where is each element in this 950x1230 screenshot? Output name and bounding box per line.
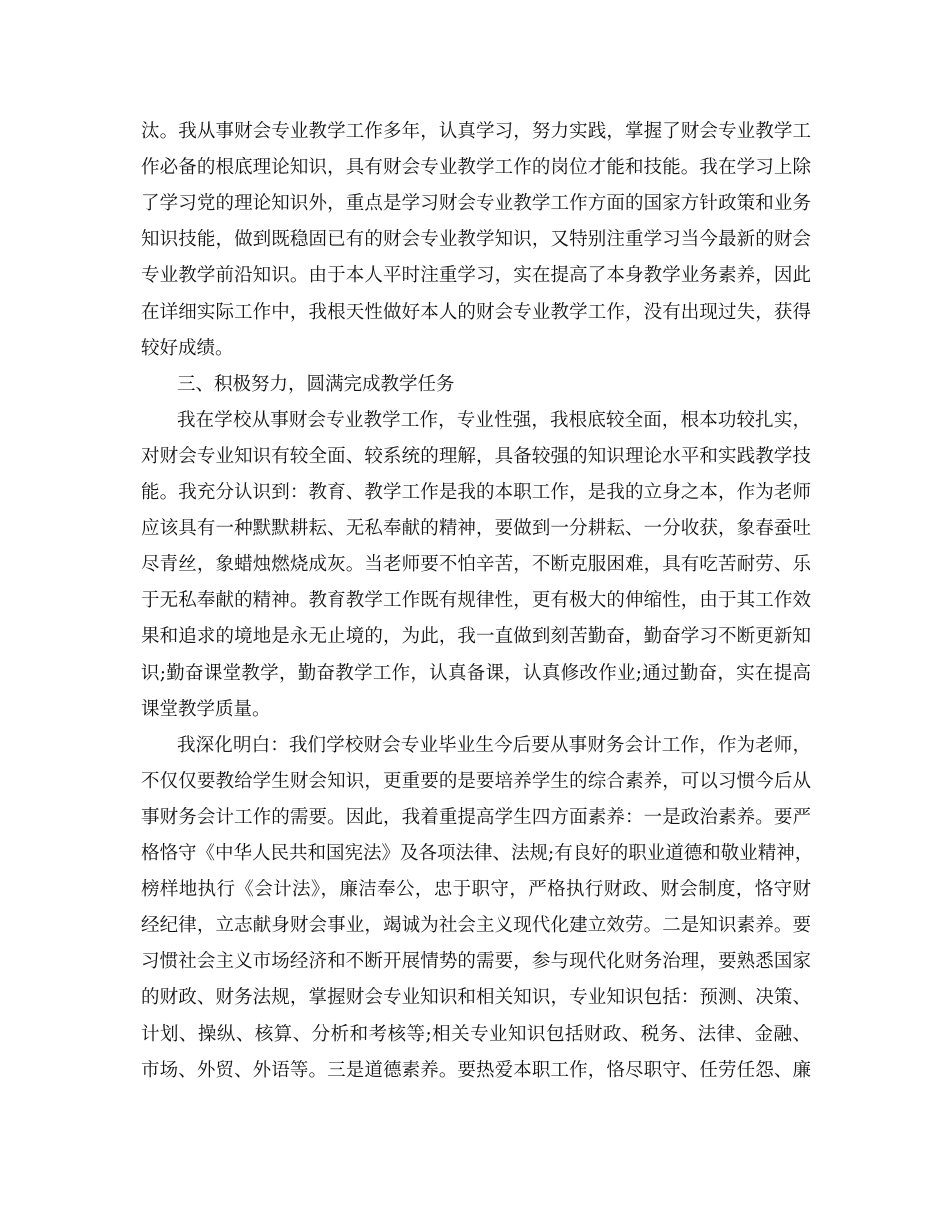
text-line: 应该具有一种默默耕耘、无私奉献的精神，要做到一分耕耘、一分收获，象春蚕吐 <box>141 518 811 540</box>
text-line: 的财政、财务法规，掌握财会专业知识和相关知识，专业知识包括：预测、决策、 <box>141 987 811 1009</box>
text-line: 能。我充分认识到：教育、教学工作是我的本职工作，是我的立身之本，作为老师 <box>141 482 811 503</box>
text-line: 经纪律，立志献身财会事业，竭诚为社会主义现代化建立效劳。二是知识素养。要 <box>141 915 811 937</box>
text-line: 榜样地执行《会计法》，廉洁奉公，忠于职守，严格执行财政、财会制度，恪守财 <box>141 879 811 901</box>
text-line: 对财会专业知识有较全面、较系统的理解，具备较强的知识理论水平和实践教学技 <box>141 445 811 467</box>
text-line: 格恪守《中华人民共和国宪法》及各项法律、法规;有良好的职业道德和敬业精神， <box>141 843 814 864</box>
text-line: 我在学校从事财会专业教学工作，专业性强，我根底较全面，根本功较扎实， <box>177 409 811 431</box>
text-line: 事财务会计工作的需要。因此，我着重提高学生四方面素养：一是政治素养。要严 <box>141 806 811 828</box>
text-line: 计划、操纵、核算、分析和考核等;相关专业知识包括财政、税务、法律、金融、 <box>141 1023 811 1045</box>
text-line: 汰。我从事财会专业教学工作多年，认真学习，努力实践，掌握了财会专业教学工 <box>141 121 811 142</box>
text-line: 三、积极努力，圆满完成教学任务 <box>177 373 455 395</box>
text-line: 习惯社会主义市场经济和不断开展情势的需要，参与现代化财务治理，要熟悉国家 <box>141 951 811 973</box>
text-line: 尽青丝，象蜡烛燃烧成灰。当老师要不怕辛苦，不断克服困难，具有吃苦耐劳、乐 <box>141 554 811 576</box>
text-line: 不仅仅要教给学生财会知识，更重要的是要培养学生的综合素养，可以习惯今后从 <box>141 770 811 792</box>
text-line: 知识技能，做到既稳固已有的财会专业教学知识，又特别注重学习当今最新的财会 <box>141 229 811 251</box>
text-line: 在详细实际工作中，我根天性做好本人的财会专业教学工作，没有出现过失，获得 <box>141 301 811 323</box>
text-line: 市场、外贸、外语等。三是道德素养。要热爱本职工作，恪尽职守、任劳任怨、廉 <box>141 1059 811 1081</box>
text-line: 专业教学前沿知识。由于本人平时注重学习，实在提高了本身教学业务素养，因此 <box>141 265 811 287</box>
text-line: 于无私奉献的精神。教育教学工作既有规律性，更有极大的伸缩性，由于其工作效 <box>141 590 811 612</box>
text-line: 果和追求的境地是永无止境的，为此，我一直做到刻苦勤奋，勤奋学习不断更新知 <box>141 626 811 648</box>
text-line: 作必备的根底理论知识，具有财会专业教学工作的岗位才能和技能。我在学习上除 <box>141 157 811 179</box>
text-line: 了学习党的理论知识外，重点是学习财会专业教学工作方面的国家方针政策和业务 <box>141 193 811 215</box>
text-line: 识;勤奋课堂教学，勤奋教学工作，认真备课，认真修改作业;通过勤奋，实在提高 <box>141 662 811 684</box>
text-line: 课堂教学质量。 <box>141 698 271 720</box>
text-line: 较好成绩。 <box>141 337 234 359</box>
text-line: 我深化明白：我们学校财会专业毕业生今后要从事财务会计工作，作为老师， <box>177 734 811 756</box>
